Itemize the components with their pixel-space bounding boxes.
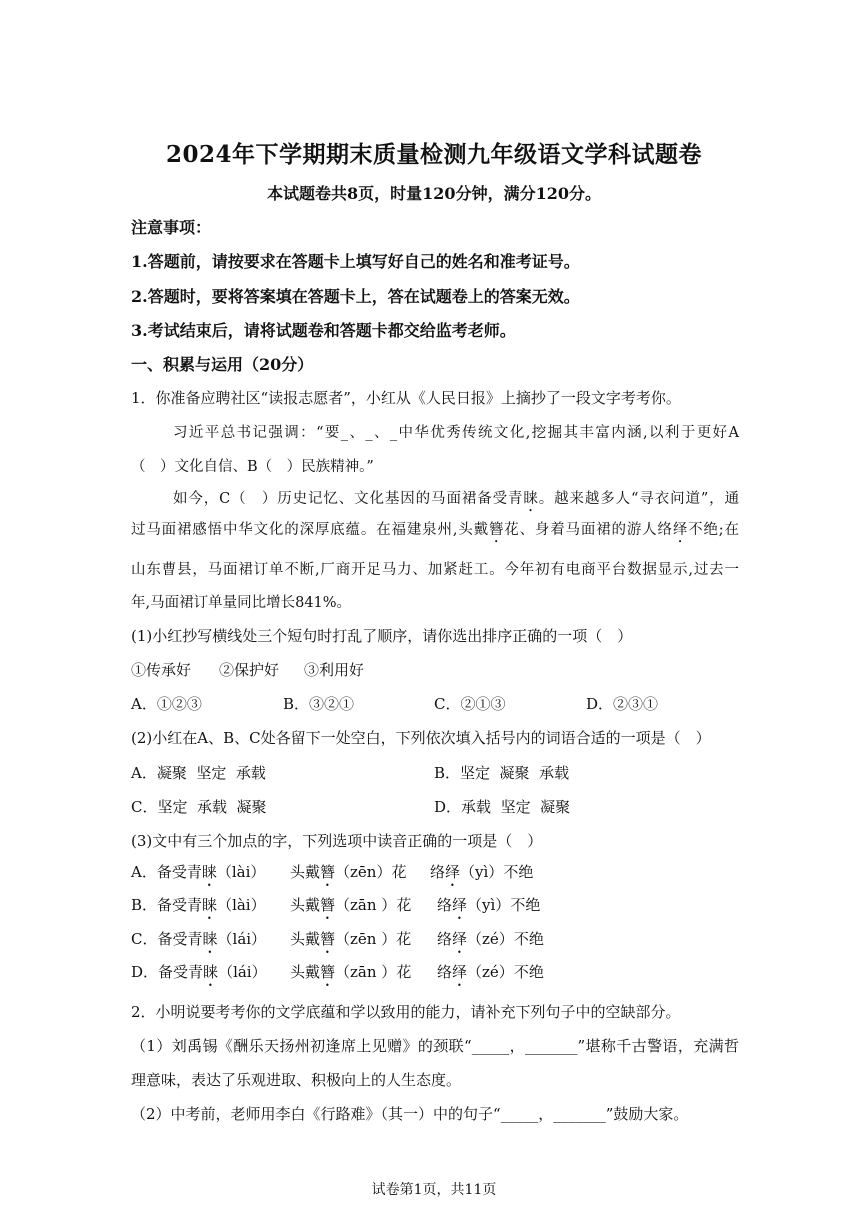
q1-sub3-option-a-word3: 络绎（yì）不绝 <box>430 863 534 881</box>
q1-sub3-option-b-word3: 络绎（yì）不绝 <box>437 896 541 914</box>
exam-title: 2024年下学期期末质量检测九年级语文学科试题卷 <box>165 141 702 168</box>
notice-item-2: 2.答题时，要将答案填在答题卡上，答在试题卷上的答案无效。 <box>131 287 580 306</box>
q1-passage-line: 山东曹县，马面裙订单不断,厂商开足马力、加紧赶工。今年初有电商平台数据显示,过去一 <box>131 562 739 578</box>
q2-sub2-line: （2）中考前，老师用李白《行路难》（其一）中的句子“_____，_______”鼓励大家。 <box>131 1105 689 1123</box>
q1-sub1-phrase: ②保护好 <box>219 661 280 679</box>
dotted-char: 睐 <box>523 491 539 507</box>
q1-sub3-option-a-word2: 头戴簪（zēn）花 <box>290 863 407 881</box>
q1-sub3-option-c-word2: 头戴簪（zēn ）花 <box>290 930 412 948</box>
q1-intro: 1．你准备应聘社区“读报志愿者”，小红从《人民日报》上摘抄了一段文字考考你。 <box>131 389 681 407</box>
q1-sub1-option-b: B．③②① <box>283 695 355 713</box>
q1-sub1-option-a: A．①②③ <box>131 695 202 713</box>
q1-sub2-option-c: C．坚定 承载 凝聚 <box>131 798 267 816</box>
q1-sub2-option-a: A．凝聚 坚定 承载 <box>131 764 266 782</box>
notice-heading: 注意事项： <box>131 218 212 237</box>
q1-sub2-option-b: B．坚定 凝聚 承载 <box>434 764 570 782</box>
q1-passage-line: （ ）文化自信、B（ ）民族精神。” <box>131 459 374 475</box>
q1-sub3-option-b-word2: 头戴簪（zān ）花 <box>290 896 412 914</box>
q1-sub3-option-d: D．备受青睐（lái） <box>131 963 267 981</box>
q1-sub1-option-d: D．②③① <box>586 695 659 713</box>
q1-sub1-phrase: ③利用好 <box>304 661 365 679</box>
q2-intro: 2．小明说要考考你的文学底蕴和学以致用的能力，请补充下列句子中的空缺部分。 <box>131 1003 681 1021</box>
q1-passage-line: 过马面裙感悟中华文化的深厚底蕴。在福建泉州,头戴簪花、身着马面裙的游人络绎不绝;在 <box>131 522 740 538</box>
notice-item-3: 3.考试结束后，请将试题卷和答题卡都交给监考老师。 <box>131 321 516 340</box>
dotted-char: 簪 <box>488 522 505 538</box>
exam-subtitle: 本试题卷共8页，时量120分钟，满分120分。 <box>267 184 601 203</box>
page-footer: 试卷第1页，共11页 <box>371 1182 497 1198</box>
dotted-char: 绎 <box>672 522 689 538</box>
q1-passage-line: 习近平总书记强调：“要_、_、_中华优秀传统文化,挖掘其丰富内涵,以利于更好A <box>173 425 739 441</box>
q2-sub1-line: （1）刘禹锡《酬乐天扬州初逢席上见赠》的颈联“_____，_______”堪称千古警语，充满哲 <box>131 1037 739 1055</box>
q1-sub1-option-c: C．②①③ <box>434 695 506 713</box>
q1-sub3-option-a: A．备受青睐（lài） <box>131 863 266 881</box>
section-heading: 一、积累与运用（20分） <box>131 355 314 374</box>
q1-sub3-option-d-word3: 络绎（zé）不绝 <box>437 963 544 981</box>
q1-passage-line: 年,马面裙订单量同比增长841%。 <box>131 595 352 611</box>
q1-sub3-option-c: C．备受青睐（lái） <box>131 930 267 948</box>
q2-sub1-line: 理意味，表达了乐观进取、积极向上的人生态度。 <box>131 1071 462 1089</box>
q1-sub3-option-c-word3: 络绎（zé）不绝 <box>437 930 544 948</box>
q1-sub2-stem: (2)小红在A、B、C处各留下一处空白，下列依次填入括号内的词语合适的一项是（ ） <box>131 729 711 747</box>
notice-item-1: 1.答题前，请按要求在答题卡上填写好自己的姓名和准考证号。 <box>131 252 580 271</box>
q1-sub1-phrase: ①传承好 <box>131 661 192 679</box>
q1-sub1-stem: (1)小红抄写横线处三个短句时打乱了顺序，请你选出排序正确的一项（ ） <box>131 627 633 645</box>
q1-sub3-stem: (3)文中有三个加点的字，下列选项中读音正确的一项是（ ） <box>131 832 543 850</box>
q1-sub2-option-d: D．承载 坚定 凝聚 <box>434 798 571 816</box>
q1-passage-line: 如今，C（ ）历史记忆、文化基因的马面裙备受青睐。越来越多人“寻衣问道”，通 <box>173 491 740 507</box>
q1-sub3-option-b: B．备受青睐（lài） <box>131 896 266 914</box>
q1-sub3-option-d-word2: 头戴簪（zān ）花 <box>290 963 412 981</box>
